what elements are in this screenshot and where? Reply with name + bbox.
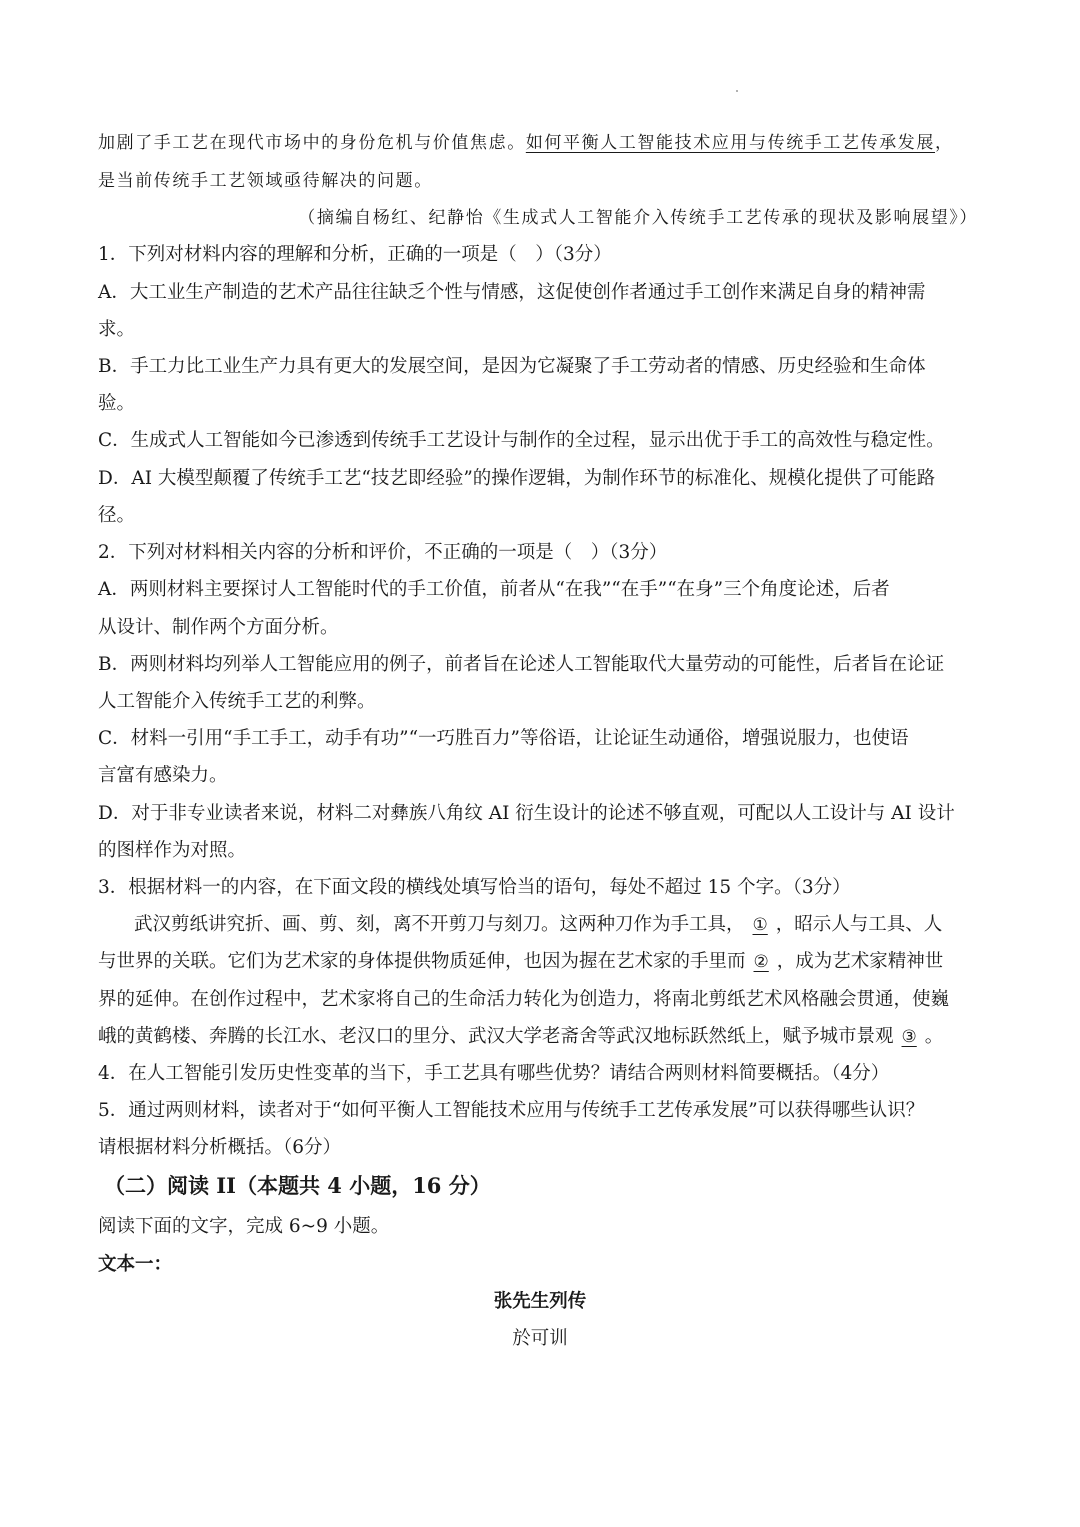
q1-stem: 1．下列对材料内容的理解和分析，正确的一项是（ ）（3分） <box>98 244 612 265</box>
story-title: 张先生列传 <box>493 1291 587 1312</box>
material-line-2: 是当前传统手工艺领域亟待解决的问题。 <box>98 171 433 191</box>
q3-passage-line-2 <box>98 949 988 975</box>
q3-stem: 3．根据材料一的内容，在下面文段的横线处填写恰当的语句，每处不超过 15 个字。（3分） <box>98 877 851 898</box>
q3-text: 峨的黄鹤楼、奔腾的长江水、老汉口的里分、武汉大学老斋舍等武汉地标跃然纸上，赋予城市景观 <box>98 1026 894 1047</box>
q2-option-b-cont: 人工智能介入传统手工艺的利弊。 <box>98 691 376 712</box>
q2-option-a-cont: 从设计、制作两个方面分析。 <box>98 617 339 638</box>
fill-blank-1[interactable]: ① <box>752 915 768 935</box>
scan-dot <box>736 90 738 92</box>
q1-option-d: D．AI 大模型颠覆了传统手工艺“技艺即经验”的操作逻辑，为制作环节的标准化、规模化提供了可能路 <box>98 468 936 489</box>
q1-option-d-cont: 径。 <box>98 505 136 526</box>
q1-option-c: C．生成式人工智能如今已渗透到传统手工艺设计与制作的全过程，显示出优于手工的高效性与稳定性。 <box>98 430 945 451</box>
q3-passage-line-4 <box>98 1024 988 1050</box>
underlined-sentence: 如何平衡人工智能技术应用与传统手工艺传承发展 <box>525 133 936 153</box>
story-author: 於可训 <box>512 1328 568 1349</box>
q2-option-d-cont: 的图样作为对照。 <box>98 840 247 861</box>
q3-text: 武汉剪纸讲究折、画、剪、刻，离不开剪刀与刻刀。这两种刀作为手工具， <box>134 914 745 935</box>
q4-stem: 4．在人工智能引发历史性变革的当下，手工艺具有哪些优势？请结合两则材料简要概括。（4分） <box>98 1063 890 1084</box>
q3-passage-line-1 <box>134 912 988 938</box>
q5-stem: 5．通过两则材料，读者对于“如何平衡人工智能技术应用与传统手工艺传承发展”可以获得哪些认识？ <box>98 1100 925 1121</box>
q3-text: ，昭示人与工具、人 <box>775 914 943 935</box>
text-label: 文本一： <box>98 1254 173 1275</box>
material-text: 加剧了手工艺在现代市场中的身份危机与价值焦虑。 <box>98 133 526 153</box>
section-instruction: 阅读下面的文字，完成 6~9 小题。 <box>98 1216 390 1237</box>
q1-option-a: A．大工业生产制造的艺术产品往往缺乏个性与情感，这促使创作者通过手工创作来满足自身的精神需 <box>98 282 926 303</box>
q1-option-b: B．手工力比工业生产力具有更大的发展空间，是因为它凝聚了手工劳动者的情感、历史经验和生命体 <box>98 356 926 377</box>
fill-blank-2[interactable]: ② <box>753 952 769 972</box>
q1-option-b-cont: 验。 <box>98 393 136 414</box>
q2-option-a: A．两则材料主要探讨人工智能时代的手工价值，前者从“在我”“在手”“在身”三个角度论述，后者 <box>98 579 890 600</box>
section-heading: （二）阅读 II（本题共 4 小题，16 分） <box>104 1173 491 1198</box>
citation: （摘编自杨红、纪静怡《生成式人工智能介入传统手工艺传承的现状及影响展望》） <box>298 208 978 228</box>
q3-passage-line-3: 界的延伸。在创作过程中，艺术家将自己的生命活力转化为创造力，将南北剪纸艺术风格融会贯通，使巍 <box>98 989 950 1010</box>
q2-option-c: C．材料一引用“手工手工，动手有功”“一巧胜百力”等俗语，让论证生动通俗，增强说服力，也使语 <box>98 728 909 749</box>
fill-blank-3[interactable]: ③ <box>901 1027 917 1047</box>
material-line-1 <box>98 130 988 156</box>
q3-text: ，成为艺术家精神世 <box>776 951 944 972</box>
q3-text: 与世界的关联。它们为艺术家的身体提供物质延伸，也因为握在艺术家的手里而 <box>98 951 746 972</box>
q5-stem-cont: 请根据材料分析概括。（6分） <box>98 1137 342 1158</box>
q3-text: 。 <box>924 1026 944 1047</box>
q2-option-b: B．两则材料均列举人工智能应用的例子，前者旨在论述人工智能取代大量劳动的可能性，后者旨在论证 <box>98 654 945 675</box>
q2-option-c-cont: 言富有感染力。 <box>98 765 228 786</box>
q2-option-d: D．对于非专业读者来说，材料二对彝族八角纹 AI 衍生设计的论述不够直观，可配以人工设计与 AI 设计 <box>98 803 955 824</box>
q2-stem: 2．下列对材料相关内容的分析和评价，不正确的一项是（ ）（3分） <box>98 542 668 563</box>
material-punct: ， <box>935 133 954 153</box>
q1-option-a-cont: 求。 <box>98 319 136 340</box>
